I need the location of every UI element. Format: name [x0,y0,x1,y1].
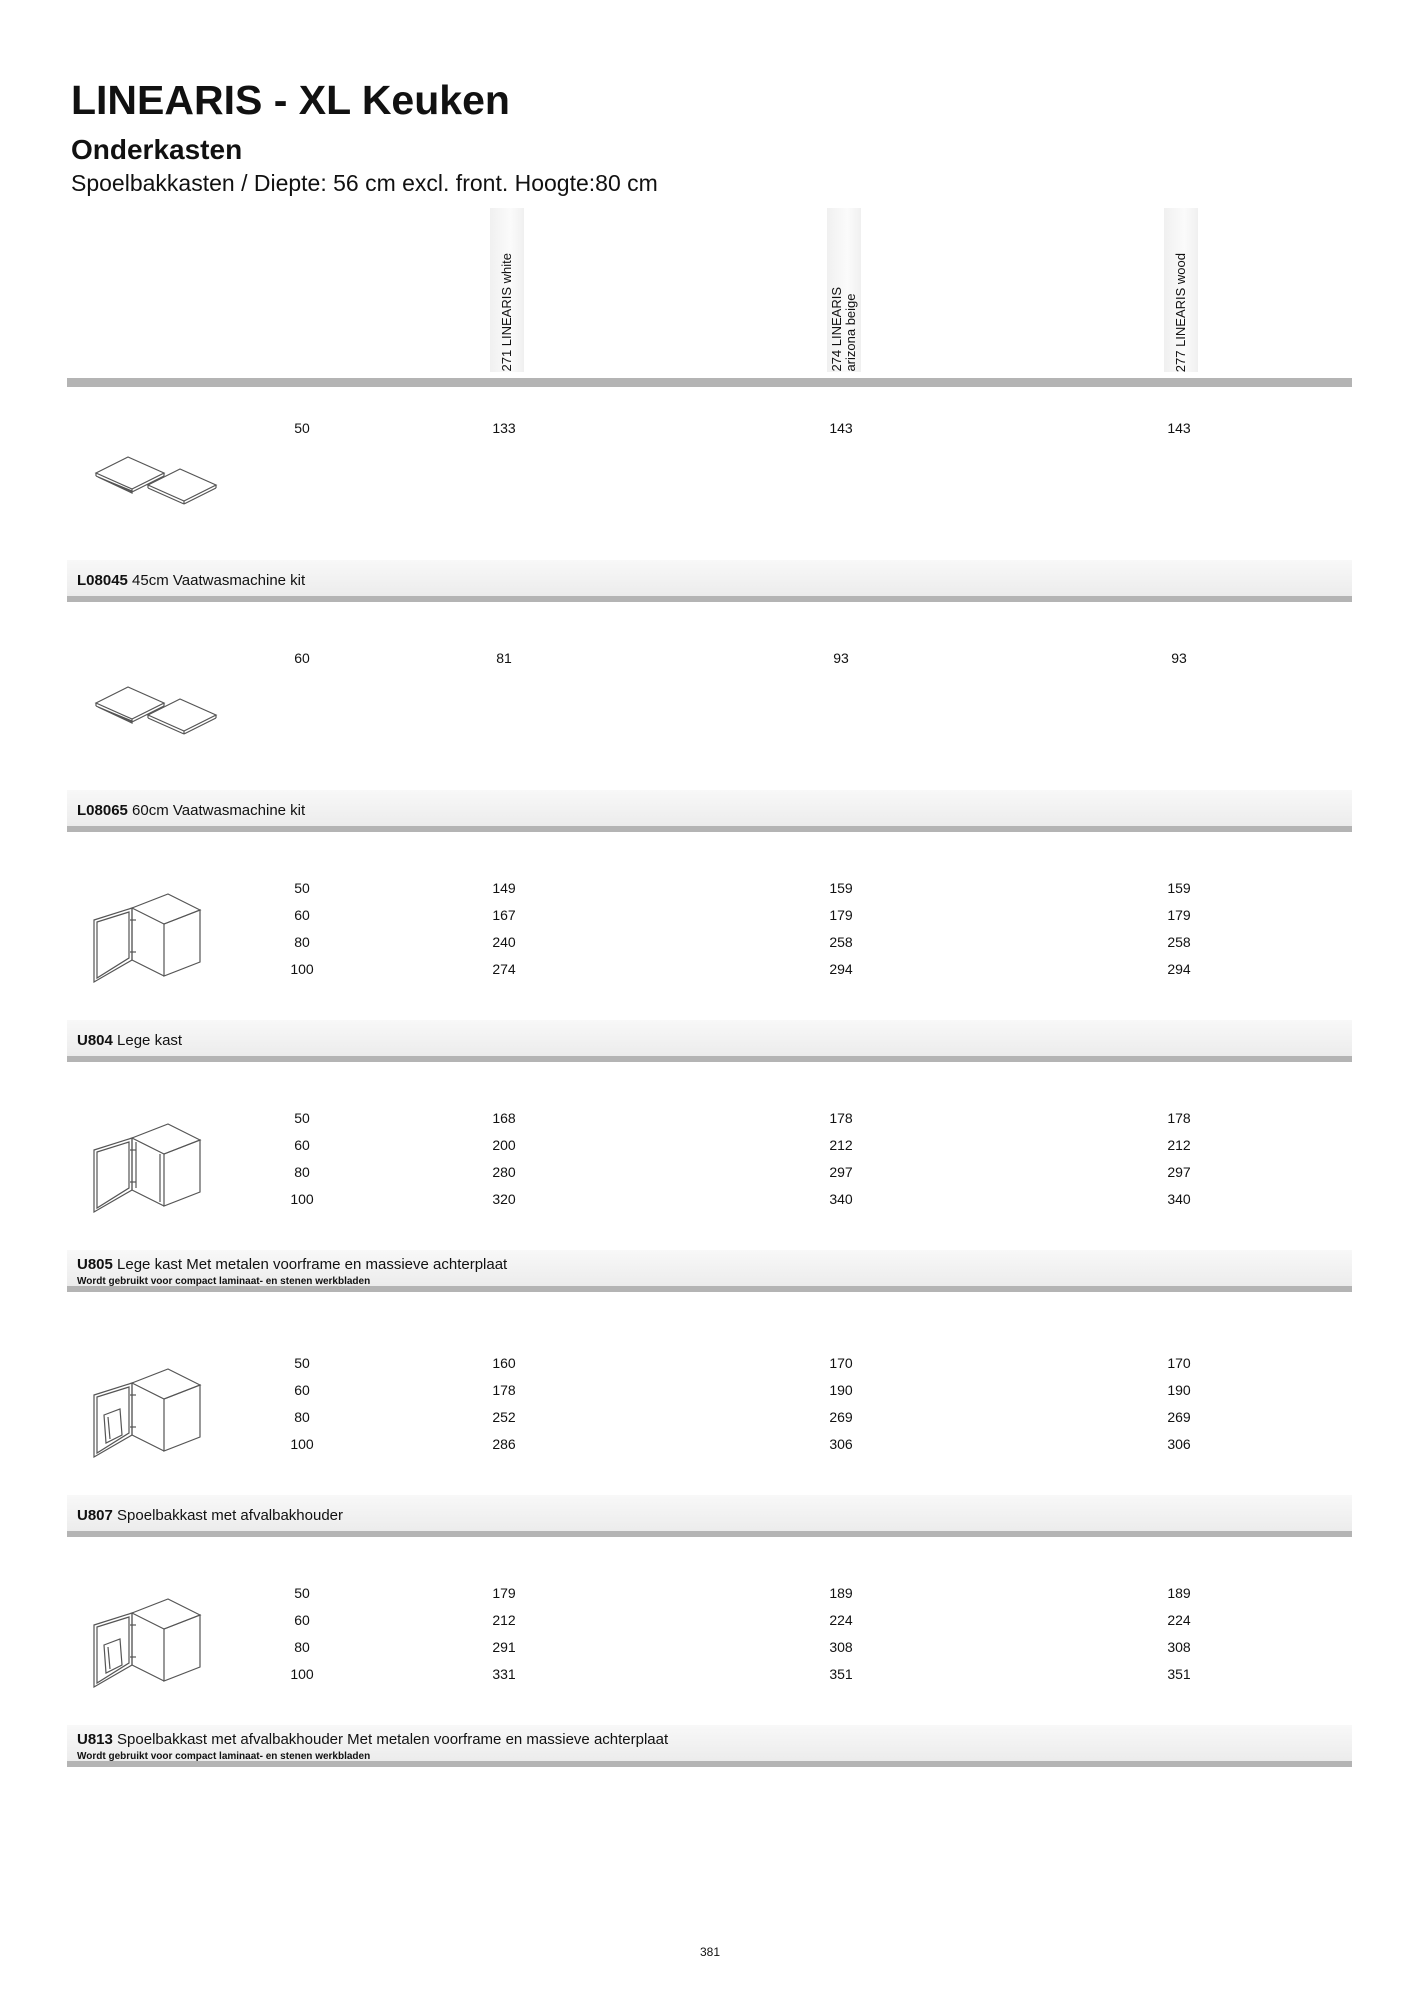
price-column-wood [1139,415,1219,442]
price-value: 294 [1167,961,1191,977]
size-column [262,1580,342,1688]
two-panels-icon [86,675,226,785]
price-value: 340 [1167,1191,1191,1207]
price-value: 178 [492,1382,516,1398]
price-value: 351 [829,1666,853,1682]
size-value: 50 [294,1585,310,1601]
price-value: 190 [829,1382,853,1398]
price-column-wood [1139,1105,1219,1213]
price-value: 297 [829,1164,853,1180]
header-divider [67,378,1352,387]
price-value: 167 [492,907,516,923]
price-value: 159 [829,880,853,896]
product-code: U807 [77,1507,113,1524]
price-column-beige [801,415,881,442]
sink-cabinet-bin-icon [86,1365,226,1475]
column-header-beige [827,208,861,372]
price-value: 280 [492,1164,516,1180]
sink-cabinet-bin-icon [86,1595,226,1705]
product-footer [67,1250,1352,1292]
price-value: 212 [492,1612,516,1628]
price-value: 178 [829,1110,853,1126]
price-column-white [464,645,544,672]
price-column-white [464,415,544,442]
price-value: 170 [829,1355,853,1371]
size-value: 80 [294,934,310,950]
price-value: 258 [1167,934,1191,950]
product-title [77,802,305,819]
price-value: 269 [1167,1409,1191,1425]
price-value: 189 [1167,1585,1191,1601]
size-column [262,415,342,442]
price-value: 274 [492,961,516,977]
price-value: 351 [1167,1666,1191,1682]
size-value: 100 [290,961,314,977]
price-value: 168 [492,1110,516,1126]
size-value: 60 [294,1382,310,1398]
product-name: 45cm Vaatwasmachine kit [132,572,306,589]
price-value: 269 [829,1409,853,1425]
price-column-wood [1139,1580,1219,1688]
price-value: 190 [1167,1382,1191,1398]
price-column-white [464,1350,544,1458]
price-value: 294 [829,961,853,977]
open-cabinet-icon [86,890,226,1000]
product-footer [67,1495,1352,1537]
product-footer [67,1020,1352,1062]
product-note: Wordt gebruikt voor compact laminaat- en stenen werkbladen [77,1751,371,1762]
product-code: U813 [77,1731,113,1748]
price-value: 143 [829,420,853,436]
size-value: 80 [294,1409,310,1425]
price-column-beige [801,645,881,672]
column-label: 271 LINEARIS white [499,253,514,372]
product-code: U804 [77,1032,113,1049]
size-value: 50 [294,1110,310,1126]
price-value: 160 [492,1355,516,1371]
size-value: 80 [294,1639,310,1655]
price-column-beige [801,1580,881,1688]
page-number: 381 [699,1945,721,1959]
section-subtitle: Onderkasten [71,134,243,165]
section-description: Spoelbakkasten / Diepte: 56 cm excl. front. Hoogte:80 cm [71,170,658,196]
price-value: 189 [829,1585,853,1601]
price-column-wood [1139,1350,1219,1458]
product-title [77,572,305,589]
price-column-beige [801,875,881,983]
size-value: 60 [294,650,310,666]
price-value: 308 [1167,1639,1191,1655]
column-header-white [490,208,524,372]
price-value: 340 [829,1191,853,1207]
price-value: 212 [1167,1137,1191,1153]
price-value: 93 [1171,650,1187,666]
price-column-wood [1139,645,1219,672]
price-value: 306 [1167,1436,1191,1452]
column-label: 274 LINEARIS arizona beige [829,287,858,372]
price-value: 291 [492,1639,516,1655]
size-value: 60 [294,907,310,923]
size-column [262,1105,342,1213]
column-label: 277 LINEARIS wood [1173,252,1188,372]
size-value: 50 [294,880,310,896]
size-value: 100 [290,1436,314,1452]
product-note: Wordt gebruikt voor compact laminaat- en stenen werkbladen [77,1276,371,1287]
size-value: 100 [290,1666,314,1682]
price-value: 258 [829,934,853,950]
price-value: 308 [829,1639,853,1655]
price-value: 297 [1167,1164,1191,1180]
product-title [77,1256,507,1273]
price-value: 331 [492,1666,516,1682]
price-value: 179 [1167,907,1191,923]
price-column-beige [801,1350,881,1458]
product-code: U805 [77,1256,113,1273]
size-value: 80 [294,1164,310,1180]
price-column-white [464,875,544,983]
product-title [77,1032,182,1049]
price-value: 93 [833,650,849,666]
size-value: 100 [290,1191,314,1207]
price-value: 149 [492,880,516,896]
size-value: 60 [294,1612,310,1628]
price-value: 170 [1167,1355,1191,1371]
price-value: 252 [492,1409,516,1425]
two-panels-icon [86,445,226,555]
price-value: 178 [1167,1110,1191,1126]
price-column-white [464,1105,544,1213]
price-value: 200 [492,1137,516,1153]
size-column [262,1350,342,1458]
price-value: 224 [829,1612,853,1628]
product-name: Lege kast [117,1032,183,1049]
product-footer [67,560,1352,602]
open-cabinet-frame-icon [86,1120,226,1230]
product-name: Spoelbakkast met afvalbakhouder Met metalen voorframe en massieve achterplaat [117,1731,669,1748]
price-value: 179 [829,907,853,923]
product-title [77,1731,668,1748]
product-footer [67,1725,1352,1767]
price-column-beige [801,1105,881,1213]
column-header-wood [1164,208,1198,372]
page-title: LINEARIS - XL Keuken [71,77,510,123]
size-value: 50 [294,1355,310,1371]
price-column-wood [1139,875,1219,983]
product-code: L08065 [77,802,128,819]
size-column [262,875,342,983]
price-value: 133 [492,420,516,436]
price-value: 320 [492,1191,516,1207]
price-column-white [464,1580,544,1688]
price-value: 240 [492,934,516,950]
price-value: 224 [1167,1612,1191,1628]
product-name: 60cm Vaatwasmachine kit [132,802,306,819]
price-value: 159 [1167,880,1191,896]
size-value: 60 [294,1137,310,1153]
product-name: Spoelbakkast met afvalbakhouder [117,1507,344,1524]
product-name: Lege kast Met metalen voorframe en massieve achterplaat [117,1256,508,1273]
product-footer [67,790,1352,832]
price-value: 179 [492,1585,516,1601]
price-value: 143 [1167,420,1191,436]
product-code: L08045 [77,572,128,589]
price-value: 81 [496,650,512,666]
size-column [262,645,342,672]
price-value: 212 [829,1137,853,1153]
price-value: 286 [492,1436,516,1452]
size-value: 50 [294,420,310,436]
price-value: 306 [829,1436,853,1452]
product-title [77,1507,343,1524]
